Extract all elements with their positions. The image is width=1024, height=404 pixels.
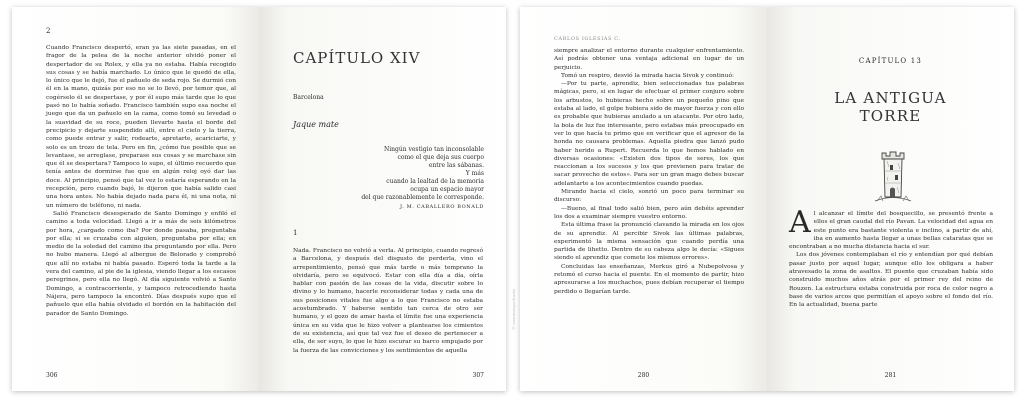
page-281-body <box>789 205 993 310</box>
paragraph: Concluidas las enseñanzas, Merkus giró a Nubepolvosa y retomó el curso hacia el puente. En el momento de partir, hizo apresurarse a los muchachos, pues debían recuperar el tiempo perdido o llegarían tarde. <box>554 263 744 295</box>
page-number: 306 <box>46 372 58 379</box>
epigraph-line: del que razonablemente le corresponde. <box>361 194 484 201</box>
book-spread-right <box>520 7 1014 391</box>
epigraph-line: ocupa un espacio mayor <box>410 186 484 193</box>
section-number: 1 <box>293 229 298 237</box>
paragraph: Nada. Francisco no volvió a verla. Al principio, cuando regresó a Barcelona, y después del disgusto de perderla, vino el arrepentimiento, pensó que más tarde o más temprano la olvidaría, pero se equivocó. Estar con ella día a día, oírla hablar con pasión de las cosas de la vida, discutir sobre lo divino y lo humano, hacerle reconsiderar todas y cada una de sus posiciones vitales fue algo a lo que Francisco no estaba acostumbrado. Y haberse sentido tan cerca de otro ser humano, y el gozo de amar hasta el límite fue una experiencia única en su vida que le hizo volver a plantearse los cimientos de su existencia, así que tal vez fue el deseo de pertenecer a ella, de ser suyo, lo que le hizo escurar su barco empujado por la fuerza de las convicciones y los sentimientos de aquella <box>293 248 483 354</box>
paragraph-with-dropcap <box>789 205 993 251</box>
paragraph: Tomó un respiro, desvió la mirada hacia Sivok y continuó: <box>561 72 735 79</box>
epigraph-line: entre las sábanas. <box>428 162 484 169</box>
page-number: 307 <box>472 372 484 379</box>
page-281 <box>767 7 1014 391</box>
chapter-place: Barcelona <box>293 94 324 101</box>
paragraph: Mirando hacia el cielo, sonrió un poco para terminar su discurso: <box>554 189 744 204</box>
epigraph-line: Ningún vestigio tan inconsolable <box>383 146 484 153</box>
chapter-title-line: TORRE <box>859 107 922 125</box>
drop-cap: A <box>789 205 811 240</box>
paragraph: Esta última frase la pronunció clavando la mirada en los ojos de su aprendiz. Al percibir Sivok las últimas palabras, experimentó la misma sensación que cuando perdía una partida de lihetto. Dentro de su cabeza algo le decía: «Sigues siendo el aprendiz que comete los mismos errores». <box>554 222 744 262</box>
page-number: 280 <box>637 372 650 379</box>
paragraph-text: l alcanzar el límite del bosquecillo, se presentó frente a ellos el gran caudal del río Pavan. La velocidad del agua en este punto era bastante violenta e inclino, a partir de ahí, iba en aumento hasta llegar a unas bellas cataratas que se encontraban a no mucha distancia hacia el sur. <box>789 211 993 251</box>
page-280-body <box>554 47 744 296</box>
epigraph-author: J. M. CABALLERO BONALD <box>400 204 484 210</box>
paragraph: Salió Francisco desesperado de Santo Domingo y enfiló el camino a toda velocidad. Llegó a ir a más de seis kilómetros por hora, ¿cargado como iba? Por donde pasaba, preguntaba por ella; si se cruzaba con alguien, preguntaba por ella; en medio de la soledad del camino iba preguntando por ella. Pero no hubo manera. Llegó al albergue de Belorado y comprobó que allí no estaba ni había pasado. Esperó toda la tarde a la vera del camino, al pie de la iglesia, viendo llegar a los escasos peregrinos, pero ella no llegó. Al día siguiente volvió a Santo Domingo, a contracorriente, y tampoco retrocediendo hasta Nájera, pero tampoco la encontró. Días después supo que el pañuelo que ella había olvidado el bordón en la habitación del parador de Santo Domingo. <box>46 210 236 317</box>
page-307 <box>259 7 506 391</box>
running-head: CARLOS IGLESIAS C. <box>554 36 621 42</box>
tower-illustration-icon <box>871 147 915 203</box>
chapter-subtitle: Jaque mate <box>293 120 339 129</box>
paragraph: Los dos jóvenes contemplaban el río y entendían por qué debían pasar justo por aquel lugar, aunque ello los obligara a haber atravesado la zona de asaltos. El puente que cruzaban había sido construido muchos años atrás por el primer rey del reino de Rouzen. La estructura estaba construida por roca de color negro a base de varios arcos que permitían el apoyo sobre el fondo del río. En la actualidad, buena parte <box>789 252 993 309</box>
epigraph-line: Y más <box>465 170 484 177</box>
epigraph-line: cuando la lealtad de la memoria <box>386 178 484 185</box>
paragraph: siempre analizar el entorno durante cualquier enfrentamiento. Así podrás obtener una ventaja adicional en lugar de un perjuicio. <box>554 48 744 71</box>
epigraph-line: como el que deja sus cuerpo <box>397 154 484 161</box>
chapter-title-line: LA ANTIGUA <box>834 89 947 107</box>
page-307-body <box>293 247 483 355</box>
chapter-number: 2 <box>46 27 51 35</box>
paragraph: —Por tu parte, aprendiz, bien seleccionadas tus palabras mágicas, pero, si en lugar de efectuar el primer conjuro sobre los arbustos, lo hubieras hecho sobre un pequeño pino que estaba al lado, el golpe hubiera sido de mayor fuerza y con ello es probable que hubieras anulado a un atacante. Por otro lado, la bola de luz fue interesante, pero estabas más preocupado en ver lo que hacía tu primo que en verificar que el agresor de la honda no causara problemas. Aquella piedra que lanzó pudo haber herido a Rupert. Recuerda lo que hemos hablado en diversas ocasiones: «Existen dos tipos de seres, los que reaccionan a los sucesos y los que previenen para tratar de sacar provecho de estos». Para ser un gran mago debes buscar adelantarte a los acontecimientos cuando puedas. <box>554 81 744 187</box>
paragraph: Cuando Francisco despertó, eran ya las siete pasadas, en el fragor de la pelea de la noche anterior olvidó poner el despertador de su Rolex, y ella ya no estaba. Había recogido sus cosas y se había marchado. Lo único que le quedó de ella, lo único que le dejó, fue el pañuelo de seda rojo. Se durmió con él en la mano, quizás por eso no se lo llevó, por temor que, al cogérselo él se despertase, y por él supo más tarde que lo que pasó no lo había soñado. Francisco también supo esa noche el juego que da un pañuelo en la cama, como tomó su levedad o la suavidad de su roce, pueden llevarte hasta el borde del precipicio y dejarte suspendido allí, entre el cielo y la tierra, como puede entrar y salir, rodearte, apretarte, acariciarte, y solo es un trozo de tela. Pero en fin, ¿cómo fue posible que se levantase, se arreglase, preparase sus cosas y se marchase sin que él se despertara? Tampoco lo supo, el último recuerdo que tenía antes de dormirse fue que en algún reloj oyó dar las doce. Al principio, pensó que tal vez lo estaría esperando en la recepción, pero cuando bajó, le dijeron que había salido casi una hora antes. No había dejado nada para él, ni una nota, ni un número de teléfono, ni nada. <box>46 45 236 209</box>
chapter-title <box>767 89 1014 125</box>
epigraph <box>314 146 484 211</box>
page-306 <box>12 7 259 391</box>
paragraph: —Bueno, al final todo salió bien, pero aún debéis aprender los dos a examinar siempre vuestro entorno. <box>554 205 744 220</box>
chapter-label: CAPÍTULO 13 <box>858 57 923 65</box>
chapter-title: CAPÍTULO XIV <box>293 49 421 67</box>
book-spread-left <box>12 7 506 391</box>
page-280 <box>520 7 767 391</box>
page-number: 281 <box>884 372 897 379</box>
page-306-body <box>46 44 236 318</box>
watermark-text: © nosinmispodcasts <box>511 288 516 330</box>
